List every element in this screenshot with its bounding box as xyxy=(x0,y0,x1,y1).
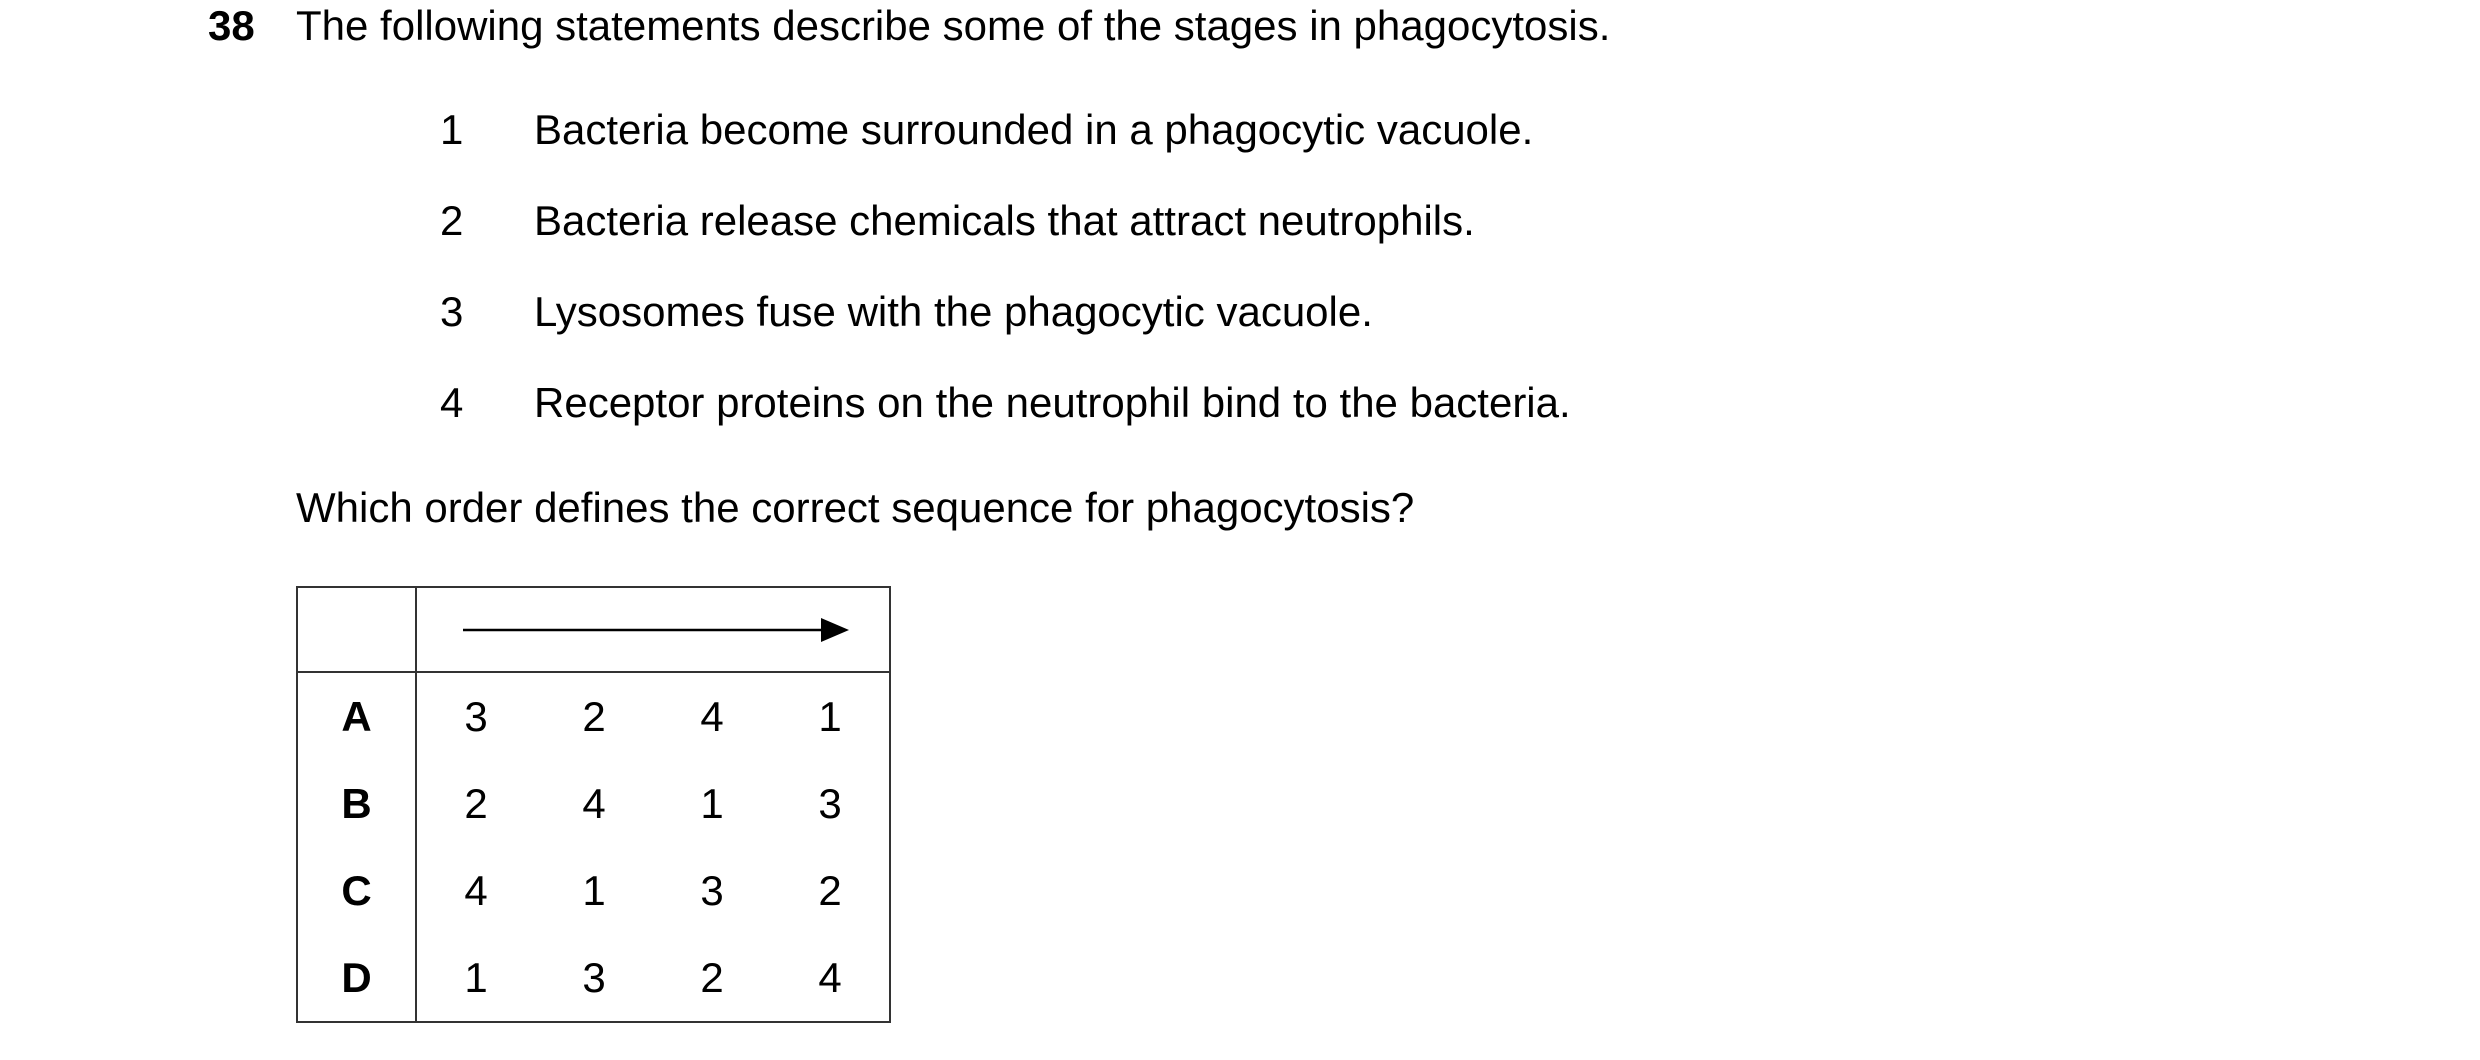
sequence-value: 4 xyxy=(771,934,890,1022)
statement-number: 4 xyxy=(440,379,464,426)
sequence-value: 2 xyxy=(653,934,771,1022)
question-stem: The following statements describe some of the stages in phagocytosis. xyxy=(296,2,1611,49)
option-letter[interactable]: B xyxy=(297,760,416,847)
option-letter[interactable]: A xyxy=(297,672,416,760)
sequence-value: 1 xyxy=(416,934,535,1022)
statement-list xyxy=(440,104,1571,468)
statement-text: Bacteria become surrounded in a phagocytic vacuole. xyxy=(534,106,1534,153)
option-letter[interactable]: D xyxy=(297,934,416,1022)
sequence-value: 3 xyxy=(464,692,488,740)
sequence-value: 1 xyxy=(771,672,890,760)
question-prompt: Which order defines the correct sequence for phagocytosis? xyxy=(296,484,1415,531)
sequence-value: 2 xyxy=(464,779,488,827)
sequence-value: 2 xyxy=(582,692,606,740)
statement-number: 3 xyxy=(440,288,464,335)
header-blank-cell xyxy=(297,587,416,672)
statement-number: 2 xyxy=(440,197,464,244)
sequence-value: 1 xyxy=(700,779,724,827)
sequence-value: 2 xyxy=(771,847,890,934)
option-letter[interactable]: C xyxy=(297,847,416,934)
sequence-value: 4 xyxy=(582,779,606,827)
table-row xyxy=(297,760,890,847)
statement-item xyxy=(440,286,1571,377)
sequence-value: 1 xyxy=(582,866,606,914)
sequence-value: 4 xyxy=(464,866,488,914)
sequence-value: 3 xyxy=(535,934,653,1022)
statement-item xyxy=(440,104,1571,195)
statement-item xyxy=(440,195,1571,286)
sequence-value: 4 xyxy=(700,692,724,740)
sequence-value: 3 xyxy=(771,760,890,847)
header-arrow-cell xyxy=(416,587,890,672)
right-arrow-icon xyxy=(453,615,853,645)
sequence-value: 3 xyxy=(700,866,724,914)
statement-number: 1 xyxy=(440,106,464,153)
answer-options-table xyxy=(296,586,891,1023)
table-row xyxy=(297,847,890,934)
statement-text: Receptor proteins on the neutrophil bind to the bacteria. xyxy=(534,379,1571,426)
table-row xyxy=(297,934,890,1022)
statement-text: Bacteria release chemicals that attract neutrophils. xyxy=(534,197,1475,244)
table-header-row xyxy=(297,587,890,672)
question-number: 38 xyxy=(208,2,255,49)
table-row xyxy=(297,672,890,760)
statement-item xyxy=(440,377,1571,468)
statement-text: Lysosomes fuse with the phagocytic vacuole. xyxy=(534,288,1373,335)
